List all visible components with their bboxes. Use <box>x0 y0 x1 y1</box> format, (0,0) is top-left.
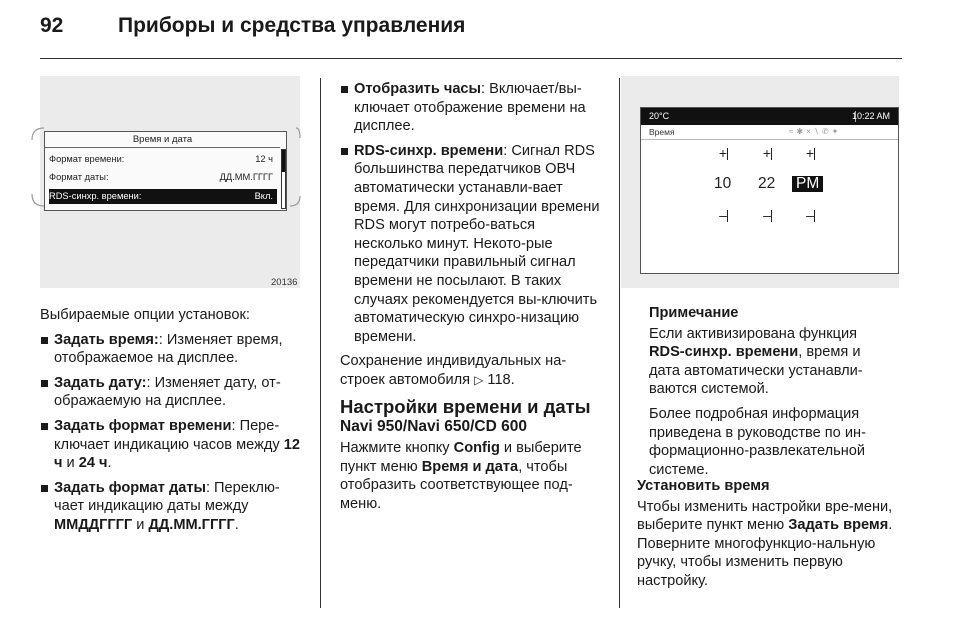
note-title: Примечание <box>649 305 739 321</box>
time-date-dialog <box>44 131 287 211</box>
note-text: Если активизирована функция RDS-синхр. времени, время и дата автоматически устанавли-ваются системой. <box>649 325 863 398</box>
ampm-increase-icon[interactable]: + <box>805 145 815 161</box>
list-item: Задать дату:: Изменяет дату, от-ображаемую на дисплее. <box>40 374 302 411</box>
minute-increase-icon[interactable]: + <box>762 145 772 161</box>
display-subtitle: Время <box>649 127 675 137</box>
scrollbar-thumb[interactable] <box>282 150 285 172</box>
header-rule <box>40 58 902 59</box>
page-ref-icon[interactable]: ▷ <box>474 372 484 387</box>
signal-icon: ∖ <box>813 127 822 136</box>
dialog-separator <box>45 147 280 148</box>
note-text-2: Более подробная информация приведена в руководстве по ин-формационно-развлекательной системе. <box>649 405 866 478</box>
dialog-scrollbar[interactable] <box>281 149 286 209</box>
row-value: 12 ч <box>255 154 273 164</box>
minute-value[interactable]: 22 <box>758 175 776 192</box>
column-3 <box>637 477 905 597</box>
bluetooth-icon: ✱ <box>796 127 807 136</box>
options-intro: Выбираемые опции установок: <box>40 307 250 323</box>
options-list <box>40 331 302 535</box>
row-label: RDS-синхр. времени: <box>49 191 142 201</box>
row-value: Вкл. <box>254 191 273 201</box>
cross-reference: Сохранение индивидуальных на-строек автомобиля ▷ 118. <box>340 353 567 388</box>
list-item: Задать формат даты: Переклю-чает индикацию даты между ММДДГГГГ и ДД.ММ.ГГГГ. <box>40 479 302 535</box>
ampm-decrease-icon[interactable]: – <box>806 207 814 223</box>
list-item: Задать формат времени: Пере-ключает индикацию часов между 12 ч и 24 ч. <box>40 417 302 473</box>
phone-icon: ✆ <box>821 127 832 136</box>
status-icons <box>789 127 841 136</box>
column-divider-2 <box>619 78 620 608</box>
list-item: Задать время:: Изменяет время, отображаемое на дисплее. <box>40 331 302 368</box>
page-ref[interactable]: 118. <box>487 371 515 388</box>
hour-value[interactable]: 10 <box>714 175 732 192</box>
figure-number: 20136 <box>271 277 298 288</box>
menu-row-time-format[interactable] <box>49 152 277 167</box>
menu-row-rds-sync[interactable] <box>49 189 277 204</box>
time-setting-display <box>640 107 899 274</box>
list-item: RDS-синхр. времени: Сигнал RDS большинства передатчиков ОВЧ автоматически устанавли-вает время. Для синхронизации времени RDS могут потребо-ваться несколько минут. Некото-рые передатчики правильный сигнал времени не посылают. В таких случаях рекомендуется вы-ключить автоматическую синхро-низацию времени. <box>340 142 604 347</box>
menu-row-date-format[interactable] <box>49 170 277 185</box>
mute-icon: × <box>806 127 814 136</box>
hour-increase-icon[interactable]: + <box>718 145 728 161</box>
temperature-readout: 20°C <box>649 111 670 121</box>
ampm-value[interactable]: PM <box>792 176 823 192</box>
page-number: 92 <box>40 14 64 37</box>
page-header <box>40 14 465 38</box>
hour-decrease-icon[interactable]: – <box>719 207 727 223</box>
row-label: Формат даты: <box>49 172 109 182</box>
wifi-icon: ≈ <box>789 127 797 136</box>
minute-decrease-icon[interactable]: – <box>763 207 771 223</box>
dialog-title: Время и дата <box>132 134 193 145</box>
column-divider-1 <box>320 78 321 608</box>
list-item: Отобразить часы: Включает/вы-ключает отображение времени на дисплее. <box>340 80 604 136</box>
column-1 <box>40 306 302 541</box>
display-status-bar <box>641 108 898 125</box>
instruction-paragraph: Нажмите кнопку Config и выберите пункт меню Время и дата, чтобы отобразить соответствующее под-меню. <box>340 440 582 512</box>
row-value: ДД.ММ.ГГГГ <box>219 172 273 182</box>
clock-readout: 10:22 AM <box>851 111 890 121</box>
section-subheading: Navi 950/Navi 650/CD 600 <box>340 417 527 435</box>
subsection-heading: Установить время <box>637 478 770 494</box>
display-separator <box>641 139 898 140</box>
instruction-paragraph: Чтобы изменить настройки вре-мени, выберите пункт меню Задать время. Поверните многофункцио-нальную ручку, чтобы изменить первую настройку. <box>637 498 893 589</box>
nav-icon: ✦ <box>831 127 842 136</box>
note-box <box>649 304 889 485</box>
page-title: Приборы и средства управления <box>118 14 466 37</box>
options-list-continued <box>340 80 604 346</box>
section-heading: Настройки времени и даты <box>340 395 591 417</box>
row-label: Формат времени: <box>49 154 125 164</box>
column-2 <box>340 80 604 519</box>
